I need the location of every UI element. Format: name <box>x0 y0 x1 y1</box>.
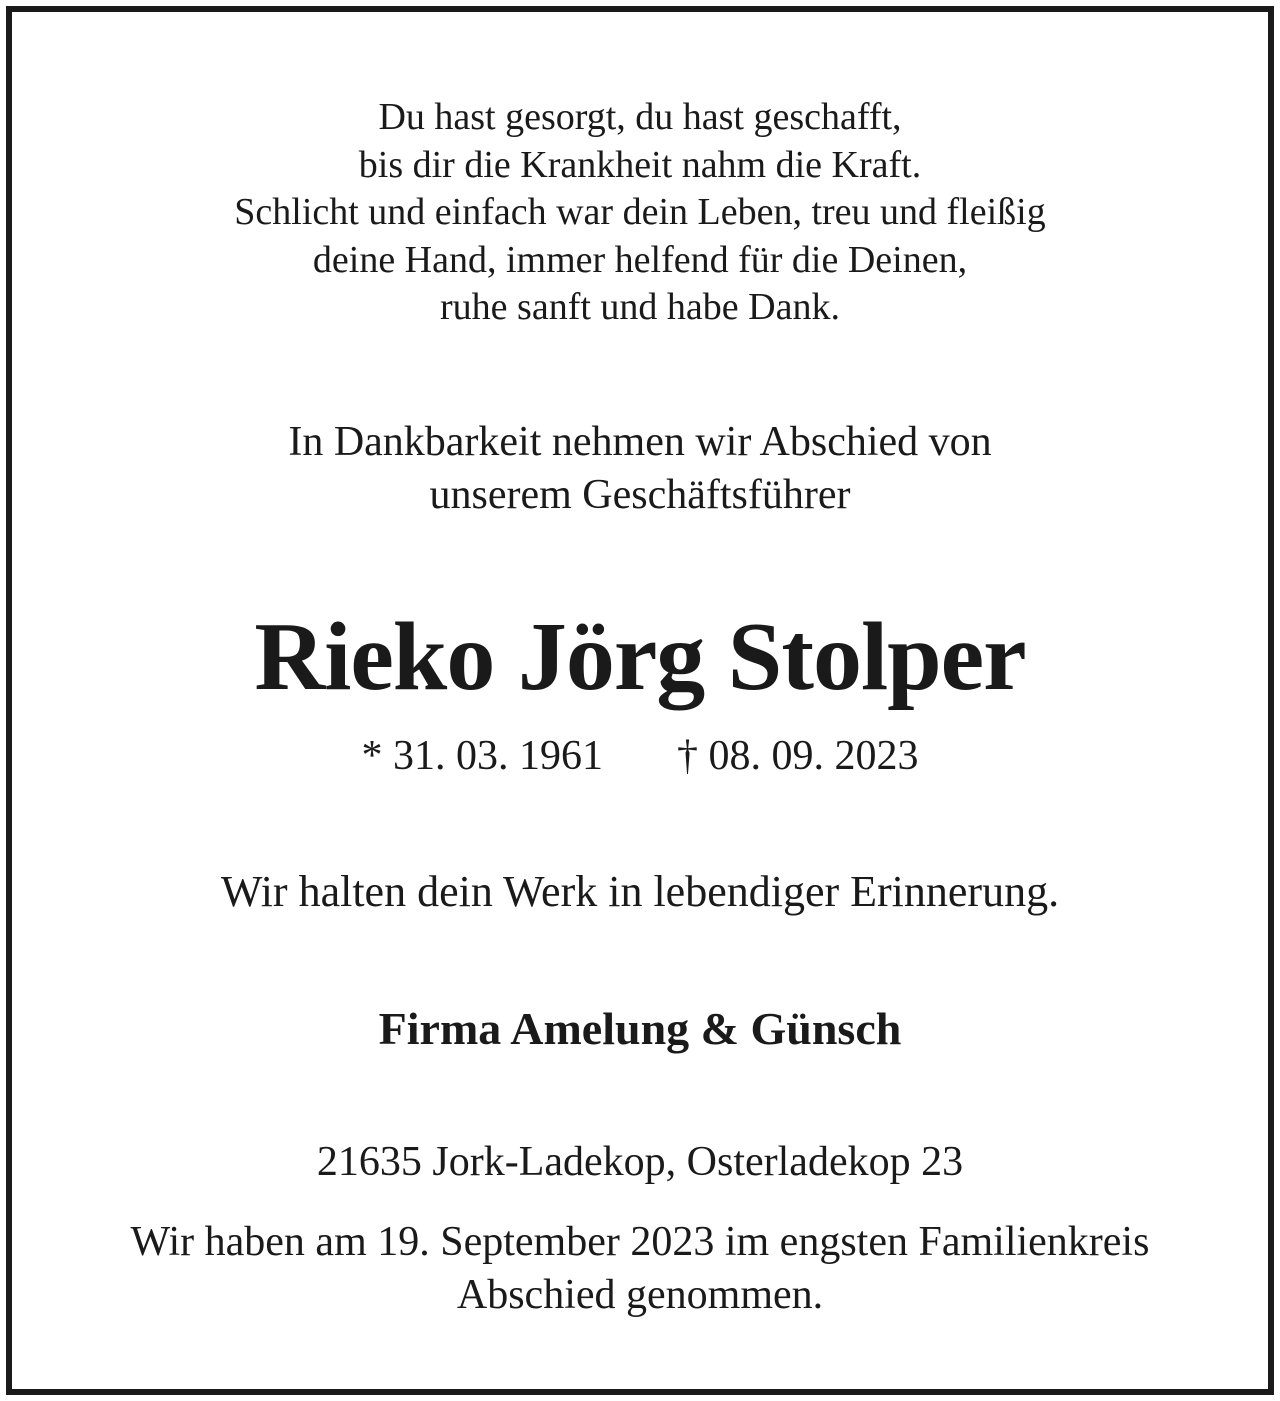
intro-text <box>12 416 1268 522</box>
poem-line: bis dir die Krankheit nahm die Kraft. <box>358 143 922 186</box>
intro-line: unserem Geschäftsführer <box>429 472 851 518</box>
poem <box>12 94 1268 332</box>
deceased-name: Rieko Jörg Stolper <box>254 603 1026 711</box>
company-name: Firma Amelung & Günsch <box>378 1003 902 1054</box>
farewell-line: Abschied genommen. <box>456 1272 824 1318</box>
intro-line: In Dankbarkeit nehmen wir Abschied von <box>288 419 992 465</box>
poem-line: Schlicht und einfach war dein Leben, treu und fleißig <box>234 191 1046 233</box>
death-date: † 08. 09. 2023 <box>677 733 919 779</box>
farewell-text <box>12 1216 1268 1322</box>
poem-line: Du hast gesorgt, du hast geschafft, <box>378 96 902 138</box>
poem-line: ruhe sanft und habe Dank. <box>440 286 840 328</box>
poem-line: deine Hand, immer helfend für die Deinen, <box>312 238 968 281</box>
obituary-frame <box>6 6 1274 1395</box>
remembrance-text: Wir halten dein Werk in lebendiger Erinnerung. <box>220 867 1060 916</box>
birth-date: * 31. 03. 1961 <box>361 733 603 779</box>
company-address: 21635 Jork-Ladekop, Osterladekop 23 <box>316 1139 964 1185</box>
life-dates <box>12 728 1268 784</box>
farewell-line: Wir haben am 19. September 2023 im engsten Familienkreis <box>130 1219 1150 1265</box>
